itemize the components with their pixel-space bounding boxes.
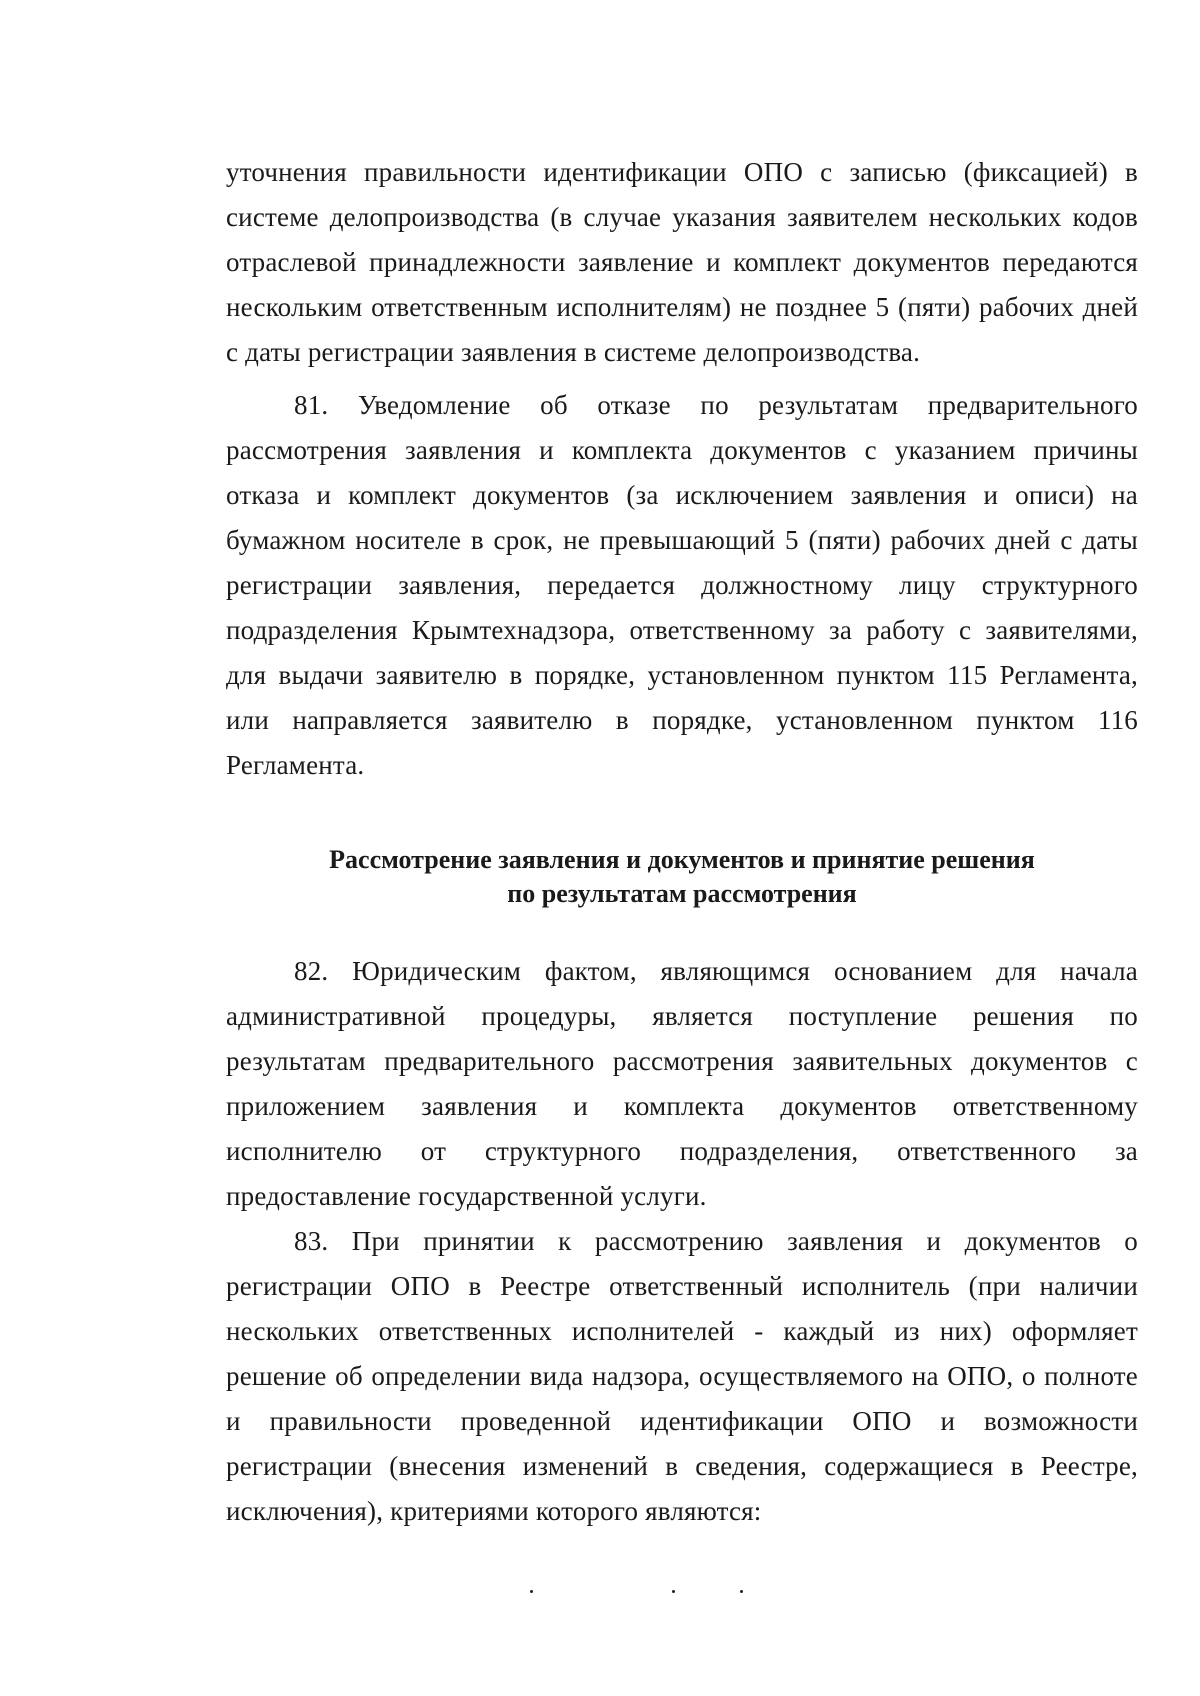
paragraph-82: 82. Юридическим фактом, являющимся основанием для начала административной процедуры, является поступление решения по результатам предварительного рассмотрения заявительных документов с приложением заявления и комплекта документов ответственному исполнителю от структурного подразделения, ответственного за предоставление государственной услуги. — [226, 956, 1138, 1211]
scan-dot — [672, 1590, 675, 1593]
section-heading-line-1: Рассмотрение заявления и документов и принятие решения — [329, 845, 1035, 874]
scan-noise-dots — [0, 1590, 1200, 1600]
continuation-text-block — [226, 150, 1138, 375]
scan-dot — [530, 1590, 533, 1593]
paragraph-83-block — [226, 1219, 1138, 1534]
paragraph-81: 81. Уведомление об отказе по результатам предварительного рассмотрения заявления и комплекта документов с указанием причины отказа и комплект документов (за исключением заявления и описи) на бумажном носителе в срок, не превышающий 5 (пяти) рабочих дней с даты регистрации заявления, передается должностному лицу структурного подразделения Крымтехнадзора, ответственному за работу с заявителями, для выдачи заявителю в порядке, установленном пунктом 115 Регламента, или направляется заявителю в порядке, установленном пунктом 116 Регламента. — [226, 390, 1138, 780]
paragraph-83: 83. При принятии к рассмотрению заявления и документов о регистрации ОПО в Реестре ответственный исполнитель (при наличии нескольких ответственных исполнителей - каждый из них) оформляет решение об определении вида надзора, осуществляемого на ОПО, о полноте и правильности проведенной идентификации ОПО и возможности регистрации (внесения изменений в сведения, содержащиеся в Реестре, исключения), критериями которого являются: — [226, 1226, 1138, 1526]
paragraph-81-block — [226, 383, 1138, 788]
section-heading — [226, 843, 1138, 911]
continuation-paragraph: уточнения правильности идентификации ОПО с записью (фиксацией) в системе делопроизводства (в случае указания заявителем нескольких кодов отраслевой принадлежности заявление и комплект документов передаются нескольким ответственным исполнителям) не позднее 5 (пяти) рабочих дней с даты регистрации заявления в системе делопроизводства. — [226, 157, 1138, 367]
scan-dot — [740, 1590, 743, 1593]
paragraph-82-block — [226, 949, 1138, 1219]
section-heading-line-2: по результатам рассмотрения — [507, 879, 857, 908]
